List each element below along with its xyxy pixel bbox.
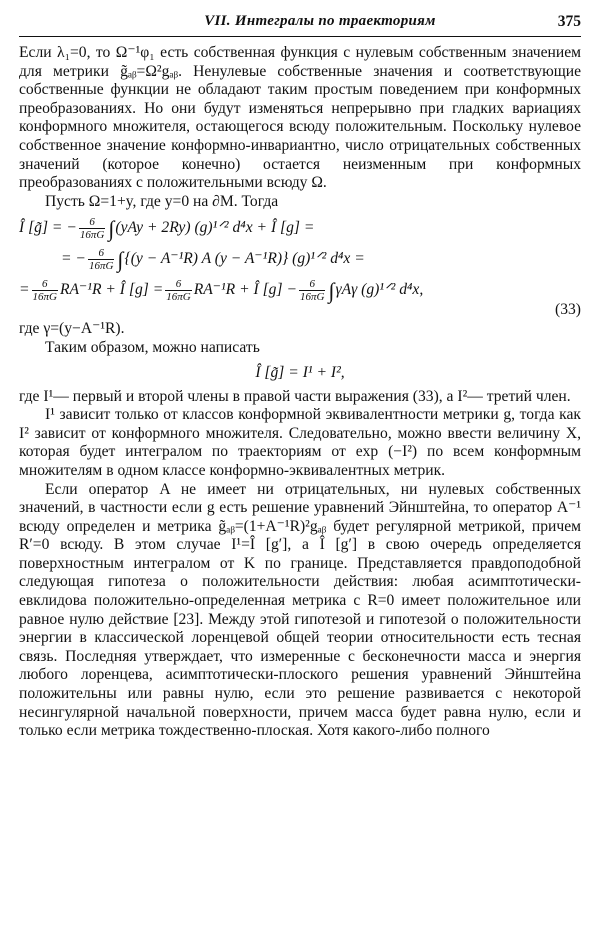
fraction-numerator: 6 [88, 247, 114, 260]
integral-sign: ∫ [328, 278, 335, 304]
fraction-denominator: 16πG [32, 291, 57, 304]
paragraph-3: где γ=(y−A⁻¹R). [19, 320, 125, 338]
running-head: VII. Интегралы по траекториям [204, 13, 436, 29]
fraction-numerator: 6 [165, 278, 191, 291]
eq-line1-left: Î [g̃] = − [19, 219, 77, 237]
eq-line2-right: {(y − A⁻¹R) A (y − A⁻¹R)} (g)¹ᐟ² d⁴x = [124, 250, 365, 268]
integral-sign: ∫ [117, 247, 124, 273]
eq-line3-c: RA⁻¹R + Î [g] − [193, 281, 297, 299]
paragraph-1: Если λ₁=0, то Ω⁻¹φ₁ есть собственная функция с нулевым собственным значением для метрики g̃ₐᵦ=Ω²gₐᵦ. Ненулевые собственные значения и соответствующие собственные функции не обладают таким простым поведением при конформных преобразованиях. Но они будут изменяться непрерывно при гладких вариациях конформного множителя, остающегося всюду положительным. Поскольку нулевое собственное значение конформно-инвариантно, число отрицательных собственных значений (которое конечно) остается неизменным при конформных преобразованиях с положительными всюду Ω. [19, 44, 581, 192]
fraction [79, 216, 105, 241]
eq-line1-right: (yAy + 2Ry) (g)¹ᐟ² d⁴x + Î [g] = [115, 219, 315, 237]
fraction-numerator: 6 [32, 278, 58, 291]
eq-line3-d: γAγ (g)¹ᐟ² d⁴x, [335, 281, 424, 299]
fraction-denominator: 16πG [79, 229, 105, 242]
eq-line3-a: = [19, 281, 30, 299]
paragraph-6: I¹ зависит только от классов конформной эквивалентности метрики g, тогда как I² зависит от конформного множителя. Следовательно, можно ввести величину X, которая будет интегралом по траекториям от exp (−I²) по всем конформным множителям в одном классе конформно-эквивалентных метрик. [19, 406, 581, 479]
equation-number: (33) [555, 301, 581, 319]
equation-33 [19, 213, 581, 318]
page-number: 375 [557, 13, 581, 30]
fraction [88, 247, 114, 272]
fraction-denominator: 16πG [166, 291, 191, 304]
integral-sign: ∫ [108, 216, 115, 242]
paragraph-4: Таким образом, можно написать [45, 338, 260, 356]
fraction-denominator: 16πG [88, 260, 114, 273]
fraction-numerator: 6 [299, 278, 325, 291]
fraction-denominator: 16πG [299, 291, 325, 304]
eq-line3-b: RA⁻¹R + Î [g] = [60, 281, 164, 299]
fraction [299, 278, 325, 303]
eq-line2-left: = − [61, 250, 86, 268]
fraction-numerator: 6 [79, 216, 105, 229]
paragraph-5: где I¹— первый и второй члены в правой части выражения (33), а I²— третий член. [19, 387, 571, 405]
equation-33-line-2 [19, 244, 581, 275]
body-text [19, 44, 581, 741]
page-header [19, 8, 581, 37]
fraction [32, 278, 58, 303]
equation-33-line-1 [19, 213, 581, 244]
paragraph-7: Если оператор A не имеет ни отрицательных, ни нулевых собственных значений, в частности если g есть решение уравнений Эйнштейна, то оператор A⁻¹ всюду определен и метрика g̃ₐᵦ=(1+A⁻¹R)²gₐᵦ будет регулярной метрикой, причем R′=0 всюду. В этом случае I¹=Î [g′], а Î [g′] в свою очередь определяется поверхностным интегралом от K по границе. Представляется правдоподобной следующая гипотеза о положительности действия: любая асимптотически-евклидова положительно-определенная метрика с R=0 имеет положительное или равное нулю действие [23]. Между этой гипотезой и гипотезой о положительности энергии в классической лоренцевой общей теории относительности есть тесная связь. Последняя утверждает, что измеренные с бесконечности масса и энергия любого лоренцева, асимптотически-плоского решения уравнений Эйнштейна положительны или равны нулю, если это решение развивается с некоторой несингулярной начальной поверхности, причем масса будет равна нулю, если и только если метрика тождественно-плоская. Хотя какого-либо полного [19, 480, 581, 740]
fraction [165, 278, 191, 303]
equation-short: Î [g̃] = I¹ + I², [255, 363, 345, 381]
paragraph-2: Пусть Ω=1+y, где y=0 на ∂M. Тогда [45, 192, 279, 210]
